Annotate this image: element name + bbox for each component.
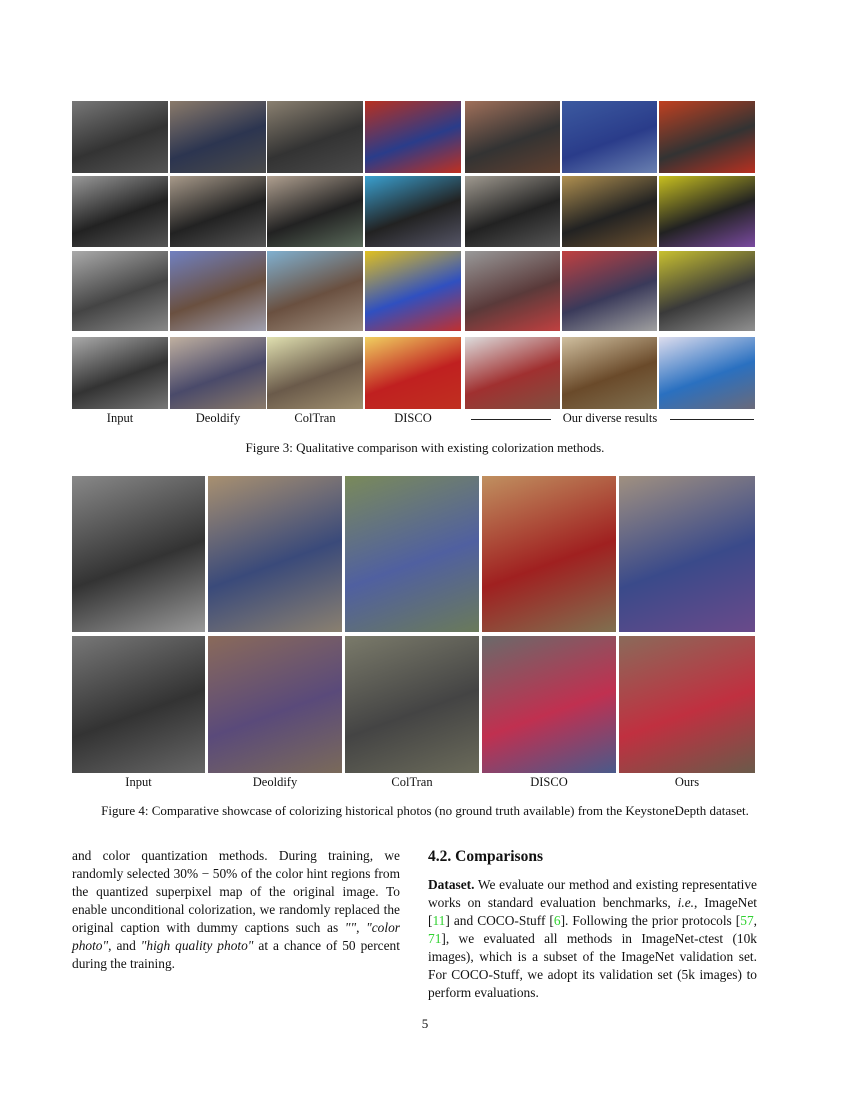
text: ] and COCO-Stuff [ [445, 913, 554, 928]
bracket-line-left [471, 419, 551, 420]
photo-tile [365, 101, 461, 173]
text: and color quantization methods. During training, we randomly selected [72, 848, 400, 881]
right-column-text [428, 876, 757, 1002]
text: , [356, 920, 367, 935]
fig3-label-coltran: ColTran [294, 411, 336, 425]
photo-tile [345, 476, 479, 632]
photo-tile [72, 251, 168, 331]
photo-tile [562, 176, 657, 247]
fig3-label-disco: DISCO [394, 411, 432, 425]
quote: "high quality photo" [140, 938, 254, 953]
page-number: 5 [421, 1016, 429, 1031]
paragraph [428, 876, 757, 1002]
text: , [753, 913, 757, 928]
photo-tile [267, 176, 363, 247]
figure-4-caption: Figure 4: Comparative showcase of colorizing historical photos (no ground truth available) from the KeystoneDepth dataset. [101, 803, 749, 818]
photo-tile [345, 636, 479, 773]
photo-tile [482, 476, 616, 632]
photo-tile [72, 636, 205, 773]
fig3-label-diverse: Our diverse results [562, 411, 658, 425]
photo-tile [659, 176, 755, 247]
photo-tile [208, 636, 342, 773]
photo-tile [465, 337, 560, 409]
photo-tile [72, 176, 168, 247]
text: i.e. [677, 895, 694, 910]
photo-tile [170, 176, 266, 247]
photo-tile [659, 251, 755, 331]
left-column-text [72, 847, 400, 973]
text: , ImageNet [ [428, 895, 757, 928]
photo-tile [72, 476, 205, 632]
photo-tile [170, 251, 266, 331]
photo-tile [365, 337, 461, 409]
fig4-label-disco: DISCO [530, 775, 568, 789]
photo-tile [619, 476, 755, 632]
text: , and [108, 938, 141, 953]
figure-3-caption: Figure 3: Qualitative comparison with existing colorization methods. [245, 440, 605, 455]
fig4-label-deoldify: Deoldify [252, 775, 298, 789]
photo-tile [562, 337, 657, 409]
fig4-label-ours: Ours [674, 775, 700, 789]
text: We evaluate our method and existing representative works on standard evaluation benchmarks, [428, 877, 757, 910]
citation-link[interactable]: 57 [740, 913, 754, 928]
photo-tile [267, 337, 363, 409]
paragraph [72, 847, 400, 973]
photo-tile [208, 476, 342, 632]
photo-tile [482, 636, 616, 773]
quote: "color photo" [72, 920, 400, 953]
photo-tile [659, 337, 755, 409]
section-heading: 4.2. Comparisons [428, 848, 543, 865]
photo-tile [365, 176, 461, 247]
photo-tile [465, 251, 560, 331]
photo-tile [562, 251, 657, 331]
photo-tile [619, 636, 755, 773]
photo-tile [465, 101, 560, 173]
photo-tile [562, 101, 657, 173]
photo-tile [72, 101, 168, 173]
citation-link[interactable]: 6 [553, 913, 561, 928]
fig3-label-deoldify: Deoldify [195, 411, 241, 425]
photo-tile [72, 337, 168, 409]
quote: "" [344, 920, 357, 935]
fig3-label-input: Input [106, 411, 134, 425]
photo-tile [170, 337, 266, 409]
photo-tile [267, 101, 363, 173]
photo-tile [170, 101, 266, 173]
text: at a chance of 50 percent during the training. [72, 938, 400, 971]
bracket-line-right [670, 419, 754, 420]
text: ]. Following the prior protocols [ [560, 913, 741, 928]
fig4-label-coltran: ColTran [391, 775, 433, 789]
photo-tile [465, 176, 560, 247]
math: 30% − 50% [173, 866, 238, 881]
text: of the color hint regions from the quantized superpixel map of the original image. To enable unconditional colorization, we randomly replaced the original caption with dummy captions such as [72, 866, 400, 935]
citation-link[interactable]: 71 [428, 931, 442, 946]
run-in-heading: Dataset. [428, 877, 475, 892]
fig4-label-input: Input [125, 775, 152, 789]
photo-tile [659, 101, 755, 173]
photo-tile [365, 251, 461, 331]
photo-tile [267, 251, 363, 331]
text: ], we evaluated all methods in ImageNet-ctest (10k images), which is a subset of the ImageNet validation set. For COCO-Stuff, we adopt its validation set (5k images) to perform evaluations. [428, 931, 757, 1000]
citation-link[interactable]: 11 [432, 913, 446, 928]
